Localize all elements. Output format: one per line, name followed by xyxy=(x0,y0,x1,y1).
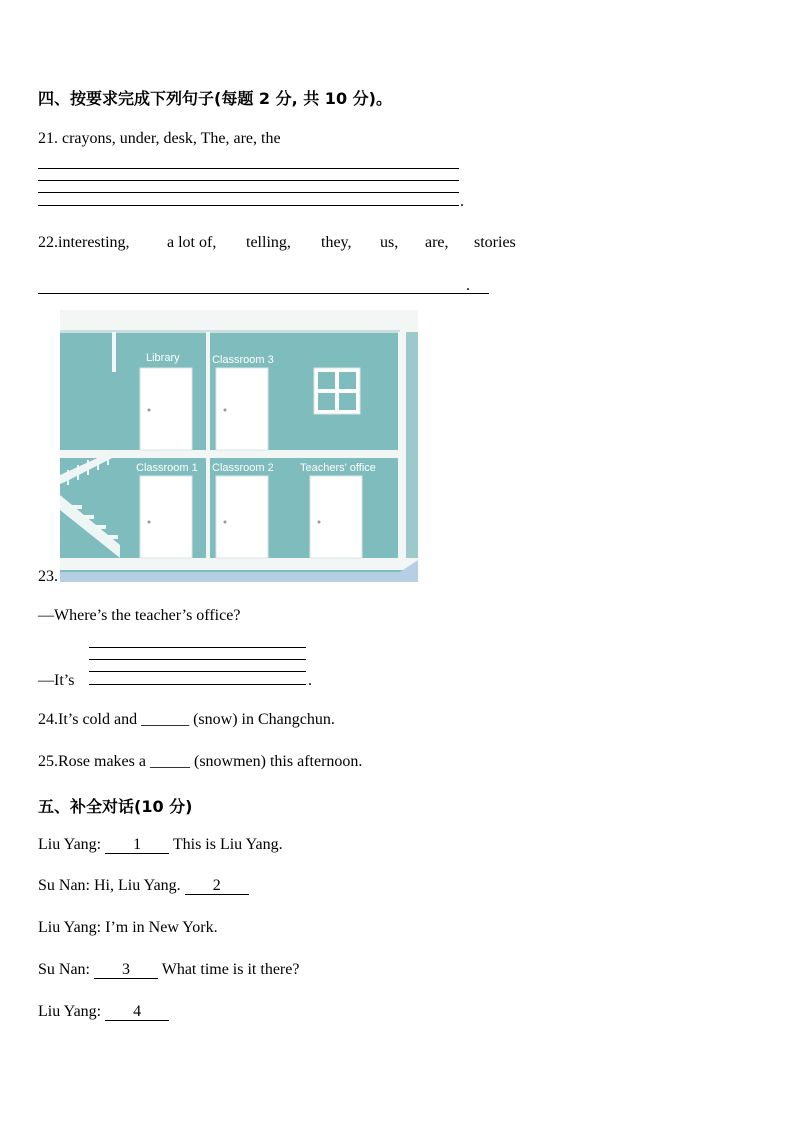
word: telling, xyxy=(246,234,291,251)
question-21 xyxy=(38,130,281,148)
question-number: 21. xyxy=(38,130,58,147)
answer-line xyxy=(38,180,459,181)
dialogue-line xyxy=(38,1003,169,1021)
speaker: Liu Yang: I’m in New York. xyxy=(38,919,218,936)
sentence-start: Rose makes a xyxy=(58,753,146,770)
question-number: 24. xyxy=(38,711,58,728)
answer-line xyxy=(38,205,459,206)
dialogue-line xyxy=(38,836,283,854)
answer-line xyxy=(38,293,489,294)
question-24 xyxy=(38,711,335,729)
word: a lot of, xyxy=(167,234,217,251)
library-label: Library xyxy=(146,352,180,364)
question-number: 22. xyxy=(38,234,58,251)
word: interesting, xyxy=(58,234,130,251)
classroom-2-label: Classroom 2 xyxy=(212,462,274,474)
sentence-end: (snow) in Changchun. xyxy=(193,711,335,728)
question-22 xyxy=(38,234,516,252)
fill-blank[interactable]: _____ xyxy=(149,753,190,770)
sentence-end: (snowmen) this afternoon. xyxy=(193,753,363,770)
sentence-start: It’s cold and xyxy=(58,711,138,728)
answer-prefix: —It’s xyxy=(38,672,75,689)
answer-blank[interactable]: 3 xyxy=(94,962,158,979)
dialogue-line xyxy=(38,877,249,895)
answer-blank[interactable]: 1 xyxy=(105,837,169,854)
dialogue-text: What time is it there? xyxy=(161,961,300,978)
dialogue-line xyxy=(38,961,299,979)
question-number: 25. xyxy=(38,753,58,770)
word: stories xyxy=(474,234,516,251)
period: . xyxy=(308,672,312,689)
answer-line xyxy=(89,647,306,648)
answer-line xyxy=(89,659,306,660)
period: . xyxy=(466,277,470,294)
word: they, xyxy=(321,234,352,251)
question-25 xyxy=(38,753,362,771)
dialogue-line xyxy=(38,919,218,937)
answer-line xyxy=(38,168,459,169)
answer-line xyxy=(38,192,459,193)
classroom-3-label: Classroom 3 xyxy=(212,354,274,366)
question-number: 23. xyxy=(38,568,58,585)
answer-line xyxy=(89,671,306,672)
school-building-illustration xyxy=(60,310,418,582)
question-23-prompt: —Where’s the teacher’s office? xyxy=(38,607,241,624)
scrambled-words: crayons, under, desk, The, are, the xyxy=(62,130,281,147)
word: are, xyxy=(425,234,449,251)
teachers-office-label: Teachers' office xyxy=(300,462,376,474)
speaker: Su Nan: Hi, Liu Yang. xyxy=(38,877,181,894)
section-5-heading: 五、补全对话(10 分) xyxy=(38,797,193,816)
dialogue-text: This is Liu Yang. xyxy=(172,836,283,853)
period: . xyxy=(460,193,464,210)
fill-blank[interactable]: ______ xyxy=(141,711,190,728)
classroom-1-label: Classroom 1 xyxy=(136,462,198,474)
speaker: Su Nan: xyxy=(38,961,90,978)
speaker: Liu Yang: xyxy=(38,1003,102,1020)
section-4-heading: 四、按要求完成下列句子(每题 2 分, 共 10 分)。 xyxy=(38,89,392,108)
speaker: Liu Yang: xyxy=(38,836,102,853)
word: us, xyxy=(380,234,399,251)
answer-blank[interactable]: 4 xyxy=(105,1004,169,1021)
answer-line xyxy=(89,684,306,685)
answer-blank[interactable]: 2 xyxy=(185,878,249,895)
